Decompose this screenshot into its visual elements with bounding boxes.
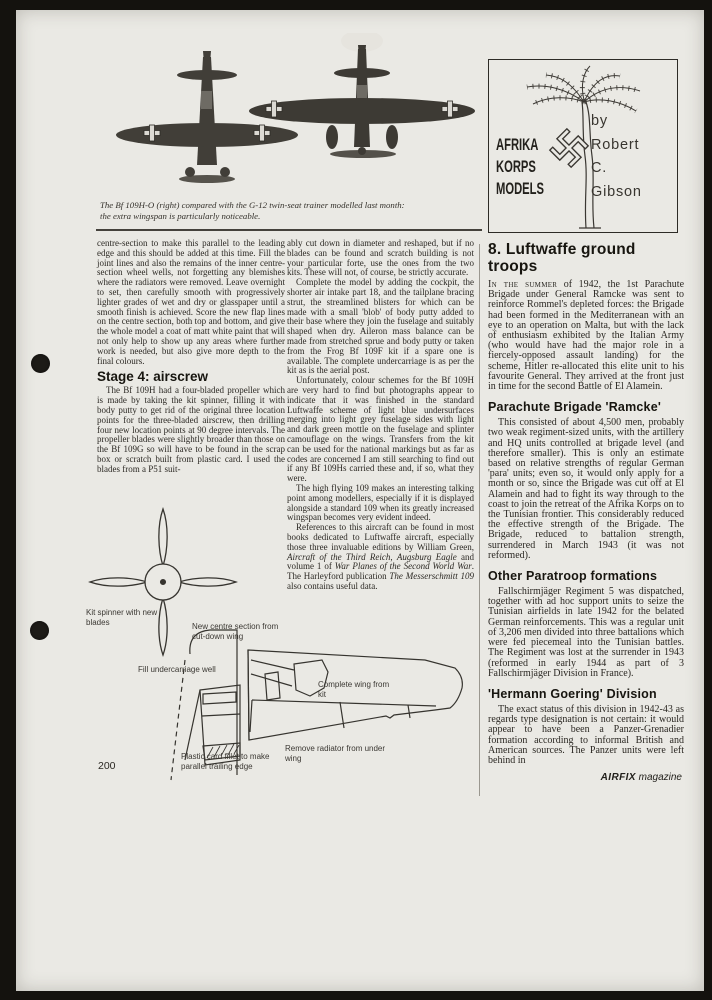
photo-bf109-comparison bbox=[100, 33, 475, 195]
hole-punch bbox=[31, 354, 50, 373]
column-left bbox=[97, 239, 285, 475]
brand-title bbox=[496, 134, 544, 200]
label-centre-section: New centre section from cut-down wing bbox=[192, 622, 279, 641]
paragraph-intro bbox=[488, 280, 684, 392]
paragraph-references: References to this aircraft can be found in most books dedicated to Luftwaffe aircraft, especially those three invaluable editions by William Green, Aircraft of the Third Reich, Augsburg Eagle and volume 1 of War Planes of the Second World War. The Harleyford publication The Messerschmitt 109 also contains useful data. bbox=[287, 522, 474, 591]
stage-heading: Stage 4: airscrew bbox=[97, 369, 209, 385]
byline-line: C. bbox=[591, 160, 608, 176]
paragraph: The high flying 109 makes an interesting talking point among modellers, especially if it is displayed alongside a standard 109 when its greatly increased wingspan becomes very evident indeed. bbox=[287, 482, 474, 523]
byline-line: Robert bbox=[591, 136, 640, 153]
brand-line: MODELS bbox=[496, 179, 545, 198]
paragraph: centre-section to make this parallel to the leading edge and this should be added at this time. Fill the joint lines and also the remains of the inner centre-section wheel wells, not forgetting any blemishes where the radiators were removed. Leave overnight to set, then carefully smooth with progressively lighter grades of wet and dry or glasspaper until a smooth finish is achieved. Score the new flap lines on the centre section, both top and bottom, and give the whole model a coat of matt white paint that will not only help to show up any areas where further work is needed, but also give more depth to the final colours. bbox=[97, 238, 285, 366]
intro-text: of 1942, the 1st Parachute Brigade under General Ramcke was sent to reinforce Rommel's depleted forces: the Brigade had been formed in the Mediterranean with an eye to an operation on Malta, but with the lack of enthusiasm exhibited by the Italian Army (who would have had the major role in a fiercely-opposed assault landing) for the scheme, Hitler re-allocated this elite unit to his favourite General. They arrived at the front just in time for the second Battle of El Alamein. bbox=[488, 279, 685, 393]
bf109-models-illustration bbox=[100, 33, 475, 195]
label-remove-radiator: Remove radiator from under wing bbox=[285, 744, 386, 763]
footer-suffix: magazine bbox=[635, 772, 682, 784]
insignia-icon bbox=[551, 130, 588, 167]
label-undercarriage-well: Fill undercarriage well bbox=[138, 665, 216, 674]
conversion-diagram bbox=[76, 502, 486, 802]
paragraph: The Bf 109H had a four-bladed propeller which is made by taking the kit spinner, filling it with body putty to get rid of the original three location points for the three-bladed airscrew, then drilling four new location points at 90 degree intervals. The propeller blades were slightly broader than those on the Bf 109G so will have to be found in the scrap box or scratch built from plastic card. I used the blades from a P51 suit- bbox=[97, 385, 285, 474]
paragraph: The exact status of this division in 1942-43 as regards type designation is not certain: it would appear to have been a Panzer-Grenadier formation according to informal British and American sources. The Panzer units were left behind in bbox=[488, 703, 684, 766]
paragraph: Fallschirmjäger Regiment 5 was dispatched, together with ad hoc support units to seize the Tunisian airfields in late 1942 for the belated German reinforcements. This was a regular unit of 3,206 men divided into three battalions which were fed piecemeal into the Tunisian battles. The Regiment was lost at the surrender in 1943 (reformed in early 1944 as part of 3 Fallschirmjäger Division in France). bbox=[488, 586, 684, 679]
caption-line: The Bf 109H-O (right) compared with the G-12 twin-seat trainer modelled last month: bbox=[100, 200, 405, 210]
section-heading: Parachute Brigade 'Ramcke' bbox=[488, 400, 662, 415]
caption-line: the extra wingspan is particularly noticeable. bbox=[100, 211, 261, 221]
brand-line: KORPS bbox=[496, 157, 536, 176]
byline-line: Gibson bbox=[591, 183, 642, 200]
paragraph: This consisted of about 4,500 men, probably two weak regiment-sized units, with the artillery and HQ units controlled at brigade level (and therefore smaller). This is only an estimate based on relative strengths of regular German 'para' units; even so, it would only apply for a month or so, since the Brigade was cut off at El Alamein and had to fight its way through to the coast to join the retreat of the Afrika Korps on to the Tunisian frontier. This considerably reduced the effective strength of the Brigade. The Brigade, reduced to battalion strength, surrendered in March 1943 (it was not reformed). bbox=[488, 417, 684, 561]
magazine-footer bbox=[488, 772, 684, 783]
section-heading: 'Hermann Goering' Division bbox=[488, 686, 657, 701]
page-number: 200 bbox=[98, 760, 116, 772]
footer-brand: AIRFIX bbox=[600, 772, 636, 784]
label-complete-wing: Complete wing from kit bbox=[318, 680, 390, 699]
author-byline bbox=[591, 110, 642, 204]
paragraph: Complete the model by adding the cockpit, the shorter air intake part 18, and the tailplane bracing strut, the streamlined blisters for which can be made with a small 'blob' of body putty added to their base where they join the fuselage and suitably shaped when dry. Aileron mass balance can be made from stretched sprue and body putty or taken from the Frog Bf 109F kit if a spare one is available. The complete undercarriage is as per the kit as is the aerial post. bbox=[287, 277, 474, 376]
paragraph: Unfortunately, colour schemes for the Bf 109H are very hard to find but photographs appear to indicate that it was finished in the standard Luftwaffe scheme of light blue undersurfaces merging into light grey fuselage sides with light and dark green mottle on the fuselage and splinter camouflage on the wings. Transfers from the kit can be used for the national markings but as far as codes are concerned I am still searching to find out if any Bf 109Hs carried these and, if so, what they were. bbox=[287, 375, 474, 484]
section-heading: Other Paratroop formations bbox=[488, 569, 658, 584]
label-kit-spinner: Kit spinner with new blades bbox=[86, 608, 158, 627]
photo-caption bbox=[100, 200, 486, 222]
paragraph: ably cut down in diameter and reshaped, but if no blades can be found and scratch building is not your particular forte, use the ones from the two kits. These will not, of course, be strictly accurate. bbox=[287, 238, 474, 278]
column-right bbox=[488, 59, 684, 783]
brand-line: AFRIKA bbox=[496, 135, 539, 154]
afrika-korps-models-logo bbox=[488, 59, 678, 233]
byline-line: by bbox=[591, 113, 608, 129]
smallcaps-lead: In the summer bbox=[488, 279, 558, 290]
article-heading: 8. Luftwaffe ground troops bbox=[488, 241, 636, 275]
divider-rule bbox=[96, 229, 482, 231]
magazine-page bbox=[16, 10, 704, 991]
hole-punch bbox=[30, 621, 49, 640]
label-plastic-card-fillet: Plastic card fillet to make parallel trailing edge bbox=[181, 752, 270, 771]
